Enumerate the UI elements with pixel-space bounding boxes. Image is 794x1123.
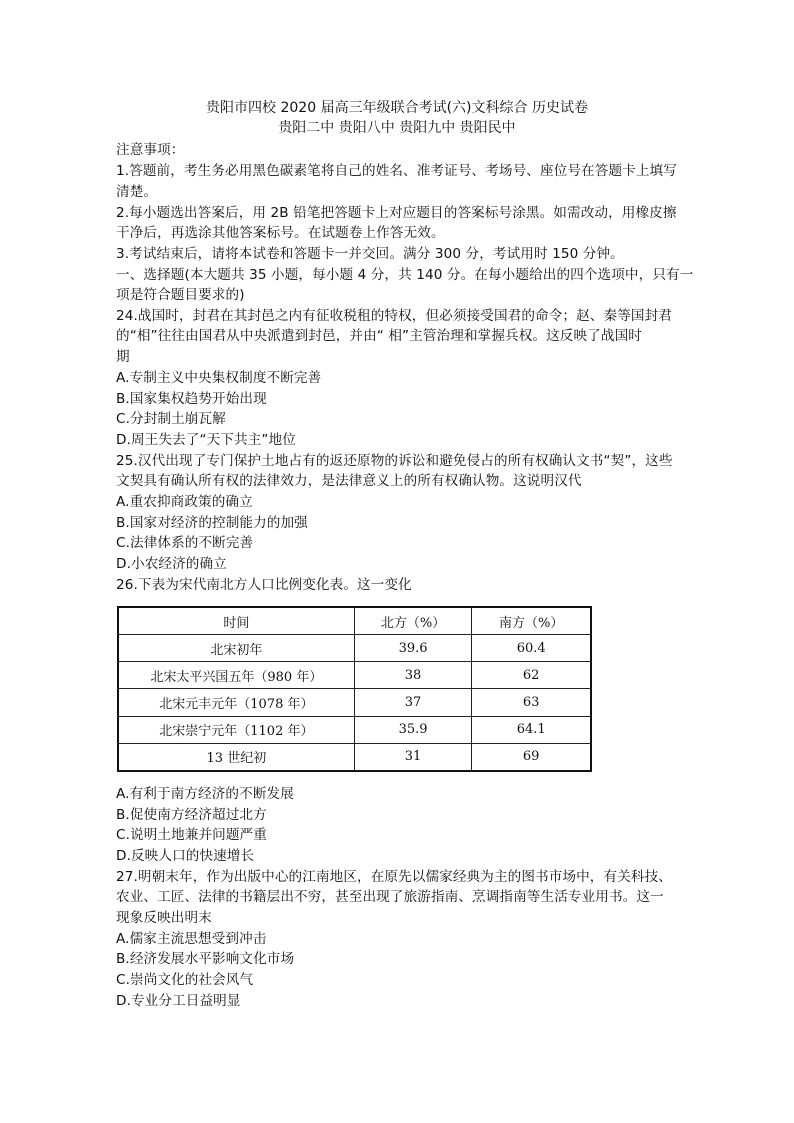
school-names: 贵阳二中 贵阳八中 贵阳九中 贵阳民中 — [278, 120, 516, 136]
question-stem: 26.下表为宋代南北方人口比例变化表。这一变化 — [116, 577, 412, 593]
table-header-cell: 南方（%） — [472, 607, 591, 635]
table-cell: 北宋崇宁元年（1102 年） — [118, 716, 354, 743]
note-line: 3.考试结束后，请将本试卷和答题卡一并交回。满分 300 分，考试用时 150 分钟。 — [116, 246, 624, 262]
table-cell: 69 — [472, 743, 591, 771]
note-line: 1.答题前，考生务必用黑色碳素笔将自己的姓名、准考证号、考场号、座位号在答题卡上填写 — [116, 163, 677, 179]
section-instruction: 一、选择题(本大题共 35 小题，每小题 4 分，共 140 分。在每小题给出的四个选项中，只有一 — [116, 267, 694, 283]
table-header-cell: 北方（%） — [354, 607, 472, 635]
note-line: 2.每小题选出答案后，用 2B 铅笔把答题卡上对应题目的答案标号涂黑。如需改动，用橡皮擦 — [116, 205, 677, 221]
option-a: A.重农抑商政策的确立 — [116, 494, 253, 510]
notes-heading: 注意事项： — [116, 142, 185, 158]
question-stem: 的“相”往往由国君从中央派遣到封邑，并由“ 相”主管治理和掌握兵权。这反映了战国时 — [116, 328, 642, 344]
option-d: D.反映人口的快速增长 — [116, 848, 255, 864]
table-row — [118, 635, 591, 662]
table-header-cell: 时间 — [118, 607, 354, 635]
table-cell: 北宋元丰元年（1078 年） — [118, 689, 354, 716]
option-b: B.经济发展水平影响文化市场 — [116, 951, 295, 967]
question-stem: 27.明朝末年，作为出版中心的江南地区，在原先以儒家经典为主的图书市场中，有关科技、 — [116, 869, 672, 885]
option-d: D.小农经济的确立 — [116, 556, 227, 572]
table-cell: 38 — [354, 662, 472, 689]
option-b: B.国家对经济的控制能力的加强 — [116, 515, 308, 531]
option-c: C.法律体系的不断完善 — [116, 535, 254, 551]
table-header-row — [118, 607, 591, 635]
question-stem: 现象反映出明末 — [116, 910, 212, 926]
table-row — [118, 689, 591, 716]
question-stem: 农业、工匠、法律的书籍层出不穷，甚至出现了旅游指南、烹调指南等生活专业用书。这一 — [116, 889, 664, 905]
option-b: B.国家集权趋势开始出现 — [116, 391, 267, 407]
table-cell: 63 — [472, 689, 591, 716]
table-cell: 64.1 — [472, 716, 591, 743]
section-instruction: 项是符合题目要求的) — [116, 287, 245, 303]
table-cell: 39.6 — [354, 635, 472, 662]
option-c: C.崇尚文化的社会风气 — [116, 972, 254, 988]
note-line: 干净后，再选涂其他答案标号。在试题卷上作答无效。 — [116, 225, 445, 241]
table-row — [118, 743, 591, 771]
option-d: D.周王失去了“天下共主”地位 — [116, 432, 296, 448]
table-cell: 北宋初年 — [118, 635, 354, 662]
population-table — [117, 606, 592, 772]
table-cell: 13 世纪初 — [118, 743, 354, 771]
table-cell: 60.4 — [472, 635, 591, 662]
option-d: D.专业分工日益明显 — [116, 993, 241, 1009]
table-cell: 31 — [354, 743, 472, 771]
option-c: C.分封制土崩瓦解 — [116, 411, 226, 427]
question-stem: 期 — [116, 349, 130, 365]
question-stem: 文契具有确认所有权的法律效力，是法律意义上的所有权确认物。这说明汉代 — [116, 473, 582, 489]
option-a: A.专制主义中央集权制度不断完善 — [116, 370, 322, 386]
option-a: A.有利于南方经济的不断发展 — [116, 786, 294, 802]
exam-title: 贵阳市四校 2020 届高三年级联合考试(六)文科综合 历史试卷 — [206, 100, 588, 116]
question-stem: 25.汉代出现了专门保护土地占有的返还原物的诉讼和避免侵占的所有权确认文书“契”，这些 — [116, 453, 673, 469]
table-cell: 35.9 — [354, 716, 472, 743]
table-row — [118, 662, 591, 689]
table-cell: 62 — [472, 662, 591, 689]
table-cell: 37 — [354, 689, 472, 716]
note-line: 清楚。 — [116, 184, 158, 200]
option-a: A.儒家主流思想受到冲击 — [116, 931, 267, 947]
option-c: C.说明土地兼并问题严重 — [116, 827, 267, 843]
table-cell: 北宋太平兴国五年（980 年） — [118, 662, 354, 689]
option-b: B.促使南方经济超过北方 — [116, 807, 267, 823]
table-row — [118, 716, 591, 743]
question-stem: 24.战国时，封君在其封邑之内有征收税租的特权，但必须接受国君的命令；赵、秦等国封君 — [116, 308, 672, 324]
